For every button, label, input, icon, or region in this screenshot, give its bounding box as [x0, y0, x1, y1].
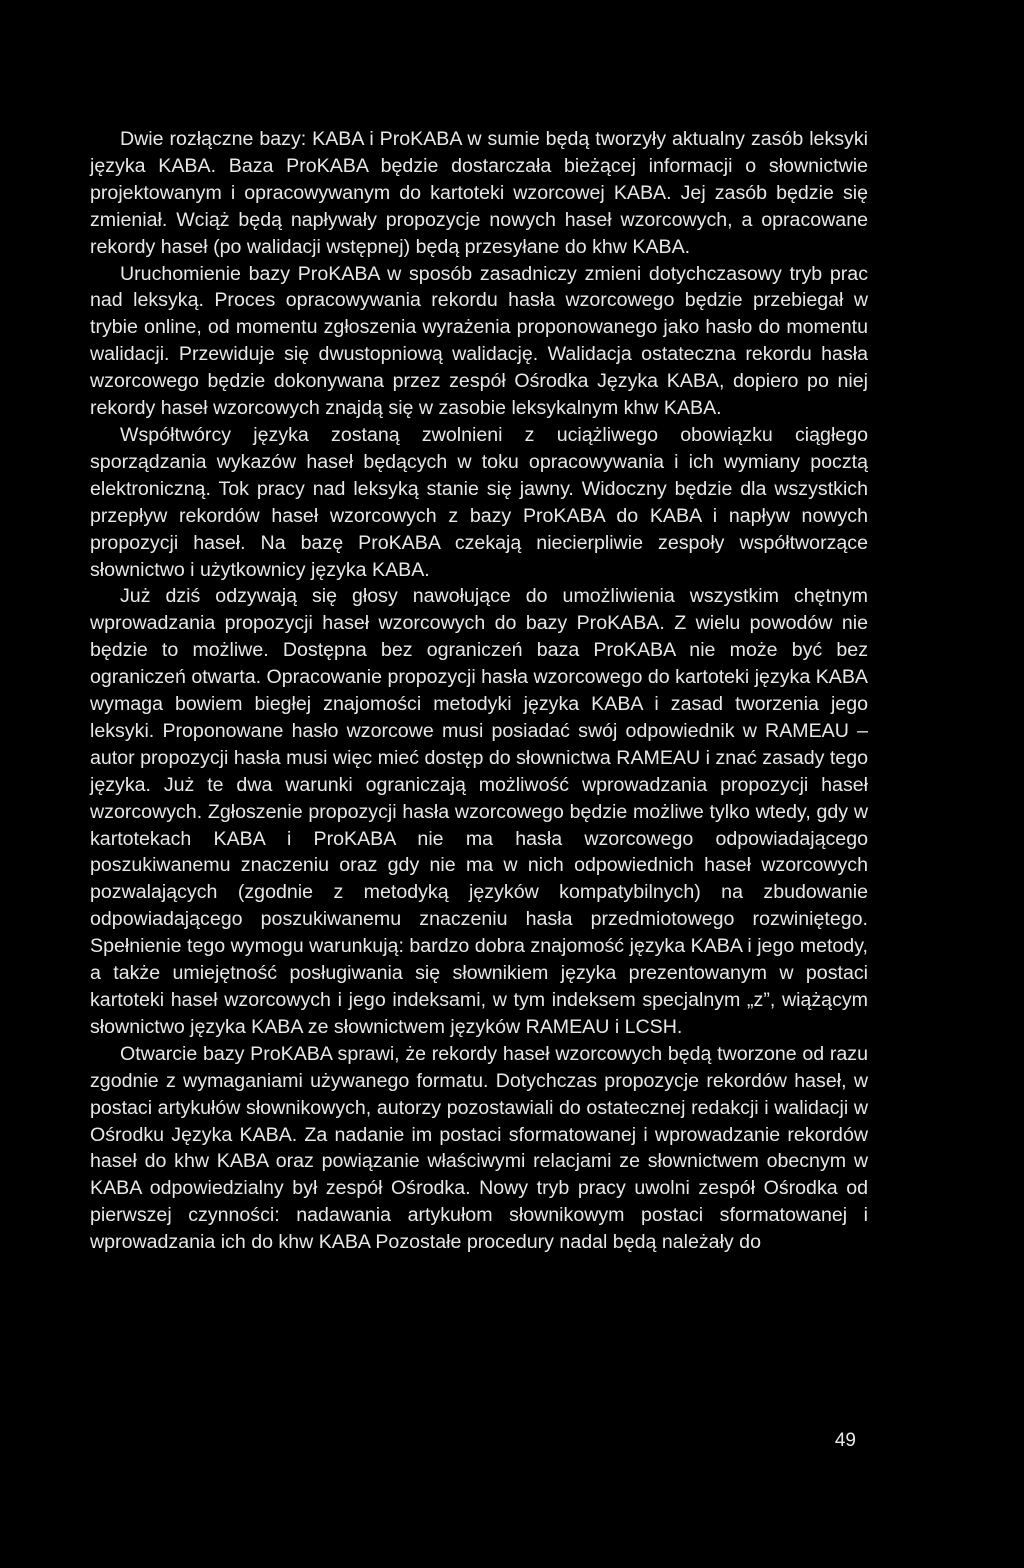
paragraph: Uruchomienie bazy ProKABA w sposób zasadniczy zmieni dotychczasowy tryb prac nad leksyką. Proces opracowywania rekordu hasła wzorcowego będzie przebiegał w trybie online, od momentu zgłoszenia wyrażenia proponowanego jako hasło do momentu walidacji. Przewiduje się dwustopniową walidację. Walidacja ostateczna rekordu hasła wzorcowego będzie dokonywana przez zespół Ośrodka Języka KABA, dopiero po niej rekordy haseł wzorcowych znajdą się w zasobie leksykalnym khw KABA.	[90, 262, 868, 420]
paragraph: Dwie rozłączne bazy: KABA i ProKABA w sumie będą tworzyły aktualny zasób leksyki języka KABA. Baza ProKABA będzie dostarczała bieżącej informacji o słownictwie projektowanym i opracowywanym do kartoteki wzorcowej KABA. Jej zasób będzie się zmieniał. Wciąż będą napływały propozycje nowych haseł wzorcowych, a opracowane rekordy haseł (po walidacji wstępnej) będą przesyłane do khw KABA.	[90, 128, 868, 258]
paragraph: Już dziś odzywają się głosy nawołujące do umożliwienia wszystkim chętnym wprowadzania propozycji haseł wzorcowych do bazy ProKABA. Z wielu powodów nie będzie to możliwe. Dostępna bez ograniczeń baza ProKABA nie może być bez ograniczeń otwarta. Opracowanie propozycji hasła wzorcowego do kartoteki języka KABA wymaga bowiem biegłej znajomości metodyki języka KABA i zasad tworzenia jego leksyki. Proponowane hasło wzorcowe musi posiadać swój odpowiednik w RAMEAU – autor propozycji hasła musi więc mieć dostęp do słownictwa RAMEAU i znać zasady tego języka. Już te dwa warunki ograniczają możliwość wprowadzania propozycji haseł wzorcowych. Zgłoszenie propozycji hasła wzorcowego będzie możliwe tylko wtedy, gdy w kartotekach KABA i ProKABA nie ma hasła wzorcowego odpowiadającego poszukiwanemu znaczeniu oraz gdy nie ma w nich odpowiednich haseł wzorcowych pozwalających (zgodnie z metodyką języków kompatybilnych) na zbudowanie odpowiadającego poszukiwanemu znaczeniu hasła przedmiotowego rozwiniętego. Spełnienie tego wymogu warunkują: bardzo dobra znajomość języka KABA i jego metody, a także umiejętność posługiwania się słownikiem języka prezentowanym w postaci kartoteki haseł wzorcowych i jego indeksami, w tym indeksem specjalnym „z”, wiążącym słownictwo języka KABA ze słownictwem języków RAMEAU i LCSH.	[90, 585, 868, 1038]
page-number: 49	[834, 1430, 856, 1451]
paragraph: Współtwórcy języka zostaną zwolnieni z uciążliwego obowiązku ciągłego sporządzania wykazów haseł będących w toku opracowywania i ich wymiany pocztą elektroniczną. Tok pracy nad leksyką stanie się jawny. Widoczny będzie dla wszystkich przepływ rekordów haseł wzorcowych z bazy ProKABA do KABA i napływ nowych propozycji haseł. Na bazę ProKABA czekają niecierpliwie zespoły współtworzące słownictwo i użytkownicy języka KABA.	[90, 423, 868, 581]
body-text	[90, 126, 868, 1256]
paragraph: Otwarcie bazy ProKABA sprawi, że rekordy haseł wzorcowych będą tworzone od razu zgodnie z wymaganiami używanego formatu. Dotychczas propozycje rekordów haseł, w postaci artykułów słownikowych, autorzy pozostawiali do ostatecznej redakcji i walidacji w Ośrodku Języka KABA. Za nadanie im postaci sformatowanej i wprowadzanie rekordów haseł do khw KABA oraz powiązanie właściwymi relacjami ze słownictwem obecnym w KABA odpowiedzialny był zespół Ośrodka. Nowy tryb pracy uwolni zespół Ośrodka od pierwszej czynności: nadawania artykułom słownikowym postaci sformatowanej i wprowadzania ich do khw KABA Pozostałe procedury nadal będą należały do	[90, 1042, 868, 1254]
